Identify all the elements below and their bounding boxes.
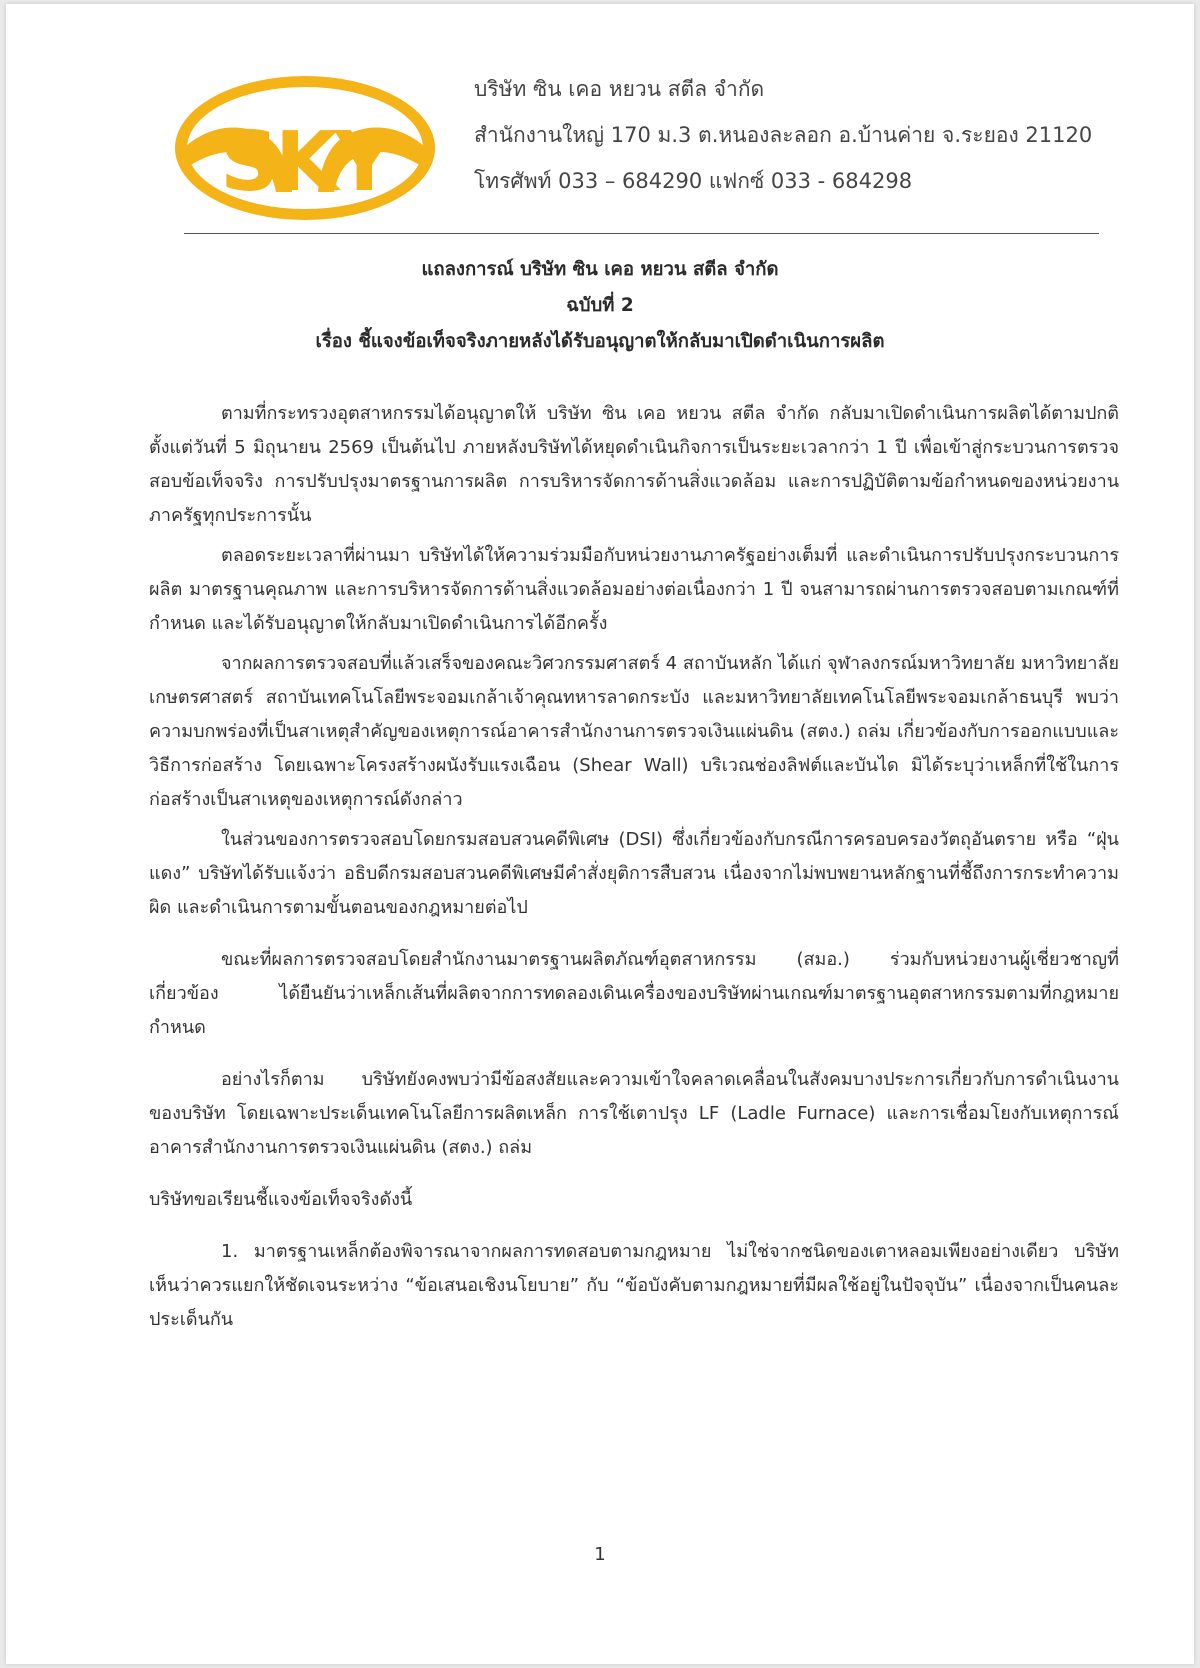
page-number: 1 [594,1544,606,1565]
paragraph-misunderstanding: อย่างไรก็ตาม บริษัทยังคงพบว่ามีข้อสงสัยและความเข้าใจคลาดเคลื่อนในสังคมบางประการเกี่ยวกับการดำเนินงานของบริษัท โดยเฉพาะประเด็นเทคโนโลยีการผลิตเหล็ก การใช้เตาปรุง LF (Ladle Furnace) และการเชื่อมโยงกับเหตุการณ์อาคารสำนักงานการตรวจเงินแผ่นดิน (สตง.) ถล่ม [149,1069,1119,1158]
company-logo [172,72,438,224]
logo-text: SKY [220,115,390,210]
paragraph-intro: ตามที่กระทรวงอุตสาหกรรมได้อนุญาตให้ บริษัท ซิน เคอ หยวน สตีล จำกัด กลับมาเปิดดำเนินการผลิตได้ตามปกติ ตั้งแต่วันที่ 5 มิถุนายน 2569 เป็นต้นไป ภายหลังบริษัทได้หยุดดำเนินกิจการเป็นระยะเวลากว่า 1 ปี เพื่อเข้าสู่กระบวนการตรวจสอบข้อเท็จจริง การปรับปรุงมาตรฐานการผลิต การบริหารจัดการด้านสิ่งแวดล้อม และการปฏิบัติตามข้อกำหนดของหน่วยงานภาครัฐทุกประการนั้น [149,403,1119,526]
paragraph-engineering-findings: จากผลการตรวจสอบที่แล้วเสร็จของคณะวิศวกรรมศาสตร์ 4 สถาบันหลัก ได้แก่ จุฬาลงกรณ์มหาวิทยาลัย มหาวิทยาลัยเกษตรศาสตร์ สถาบันเทคโนโลยีพระจอมเกล้าเจ้าคุณทหารลาดกระบัง และมหาวิทยาลัยเทคโนโลยีพระจอมเกล้าธนบุรี พบว่าความบกพร่องที่เป็นสาเหตุสำคัญของเหตุการณ์อาคารสำนักงานการตรวจเงินแผ่นดิน (สตง.) ถล่ม เกี่ยวข้องกับการออกแบบและวิธีการก่อสร้าง โดยเฉพาะโครงสร้างผนังรับแรงเฉือน (Shear Wall) บริเวณช่องลิฟต์และบันได มิได้ระบุว่าเหล็กที่ใช้ในการก่อสร้างเป็นสาเหตุของเหตุการณ์ดังกล่าว [149,653,1119,810]
paragraph-cooperation: ตลอดระยะเวลาที่ผ่านมา บริษัทได้ให้ความร่วมมือกับหน่วยงานภาครัฐอย่างเต็มที่ และดำเนินการปรับปรุงกระบวนการผลิต มาตรฐานคุณภาพ และการบริหารจัดการด้านสิ่งแวดล้อมอย่างต่อเนื่องกว่า 1 ปี จนสามารถผ่านการตรวจสอบตามเกณฑ์ที่กำหนด และได้รับอนุญาตให้กลับมาเปิดดำเนินการได้อีกครั้ง [149,545,1119,634]
document-title: แถลงการณ์ บริษัท ซิน เคอ หยวน สตีล จำกัด [421,259,779,280]
company-contact: โทรศัพท์ 033 – 684290 แฟกซ์ 033 - 684298 [474,169,913,193]
document-issue: ฉบับที่ 2 [566,295,634,316]
header-divider [184,233,1099,234]
paragraph-tisi: ขณะที่ผลการตรวจสอบโดยสำนักงานมาตรฐานผลิตภัณฑ์อุตสาหกรรม (สมอ.) ร่วมกับหน่วยงานผู้เชี่ยวชาญที่เกี่ยวข้อง ได้ยืนยันว่าเหล็กเส้นที่ผลิตจากการทดลองเดินเครื่องของบริษัทผ่านเกณฑ์มาตรฐานอุตสาหกรรมตามที่กฎหมายกำหนด [149,949,1119,1038]
paragraph-point-1: 1. มาตรฐานเหล็กต้องพิจารณาจากผลการทดสอบตามกฎหมาย ไม่ใช่จากชนิดของเตาหลอมเพียงอย่างเดียว บริษัทเห็นว่าควรแยกให้ชัดเจนระหว่าง “ข้อเสนอเชิงนโยบาย” กับ “ข้อบังคับตามกฎหมายที่มีผลใช้อยู่ในปัจจุบัน” เนื่องจากเป็นคนละประเด็นกัน [149,1241,1119,1330]
document-body [149,397,1119,1355]
document-headings [6,252,1194,360]
document-subject: เรื่อง ชี้แจงข้อเท็จจริงภายหลังได้รับอนุญาตให้กลับมาเปิดดำเนินการผลิต [315,331,885,352]
company-info [474,66,1092,204]
paragraph-clarification-intro: บริษัทขอเรียนชี้แจงข้อเท็จจริงดังนี้ [149,1189,413,1210]
company-address: สำนักงานใหญ่ 170 ม.3 ต.หนองละลอก อ.บ้านค่าย จ.ระยอง 21120 [474,123,1093,147]
company-name: บริษัท ซิน เคอ หยวน สตีล จำกัด [474,77,765,101]
document-page [6,4,1194,1664]
paragraph-dsi: ในส่วนของการตรวจสอบโดยกรมสอบสวนคดีพิเศษ (DSI) ซึ่งเกี่ยวข้องกับกรณีการครอบครองวัตถุอันตราย หรือ “ฝุ่นแดง” บริษัทได้รับแจ้งว่า อธิบดีกรมสอบสวนคดีพิเศษมีคำสั่งยุติการสืบสวน เนื่องจากไม่พบพยานหลักฐานที่ชี้ถึงการกระทำความผิด และดำเนินการตามขั้นตอนของกฎหมายต่อไป [149,829,1119,918]
